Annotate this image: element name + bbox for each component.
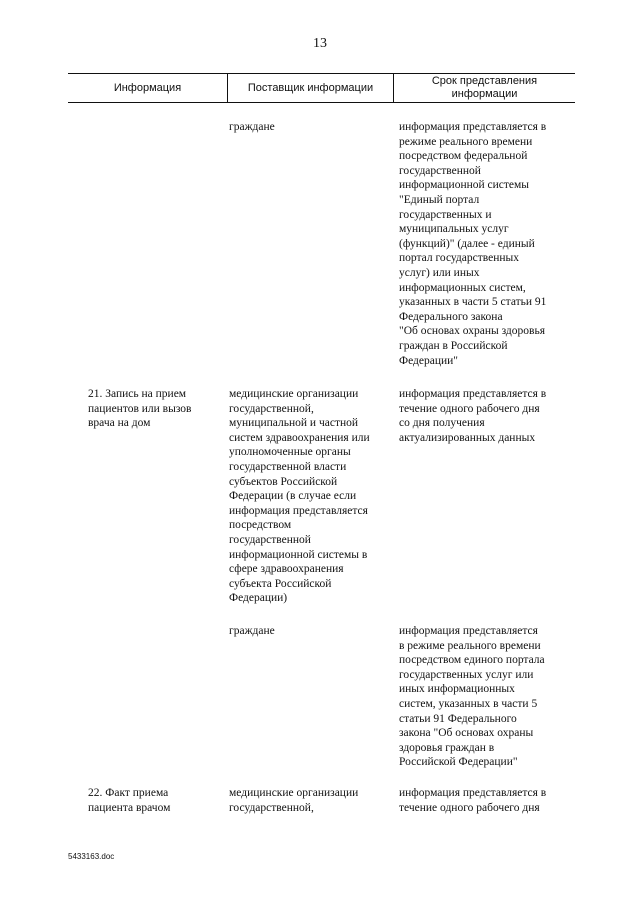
footer-file-name: 5433163.doc bbox=[68, 852, 115, 861]
row-2-deadline: информация представляется в течение одного рабочего дня со дня получения актуализированных данных bbox=[399, 388, 547, 444]
row-4-information: 22. Факт приема пациента врачом bbox=[88, 787, 171, 814]
row-1-supplier: граждане bbox=[229, 121, 275, 133]
row-4-supplier: медицинские организации государственной, bbox=[229, 787, 359, 814]
header-information bbox=[68, 74, 227, 102]
row-4-deadline: информация представляется в течение одного рабочего дня bbox=[399, 787, 547, 814]
table-header bbox=[68, 73, 575, 103]
header-supplier-label: Поставщик информации bbox=[247, 81, 374, 94]
row-2-information: 21. Запись на прием пациентов или вызов врача на дом bbox=[88, 388, 192, 430]
row-3-deadline: информация представляется в режиме реального времени посредством единого портала государственных услуг или иных информационных систем, указанных в части 5 статьи 91 Федерального закона "Об основах охраны здоровья граждан в Российской Федерации" bbox=[399, 625, 545, 769]
header-deadline-label: Срок представления информации bbox=[431, 75, 538, 100]
page-number: 13 bbox=[313, 36, 327, 51]
header-information-label: Информация bbox=[113, 81, 182, 94]
row-2-supplier: медицинские организации государственной, муниципальной и частной систем здравоохранения или уполномоченные органы государственной власти субъектов Российской Федерации (в случае если информация представляется посредством государственной информационной системы в сфере здравоохранения субъекта Российской Федерации) bbox=[229, 388, 370, 605]
header-deadline bbox=[394, 74, 575, 102]
row-3-supplier: граждане bbox=[229, 625, 275, 637]
header-supplier bbox=[228, 74, 393, 102]
row-1-deadline: информация представляется в режиме реального времени посредством федеральной государственной информационной системы "Единый портал государственных и муниципальных услуг (функций)" (далее - единый портал государственных услуг) или иных информационных систем, указанных в части 5 статьи 91 Федерального закона "Об основах охраны здоровья граждан в Российской Федерации" bbox=[399, 121, 547, 367]
